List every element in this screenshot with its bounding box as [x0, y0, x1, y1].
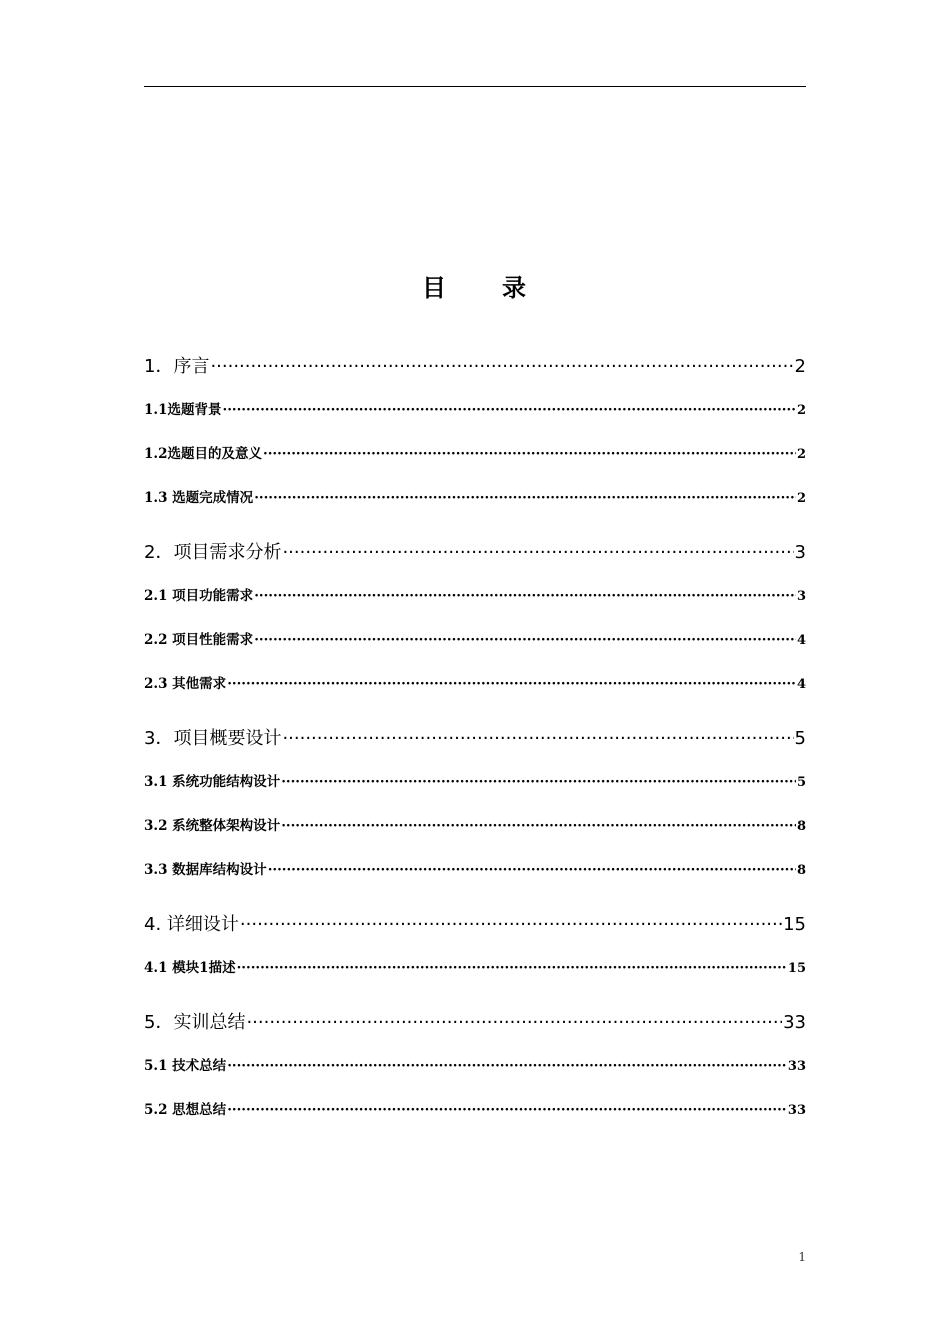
toc-entry-page: 5: [794, 728, 806, 749]
toc-entry-label: 2．项目需求分析: [144, 542, 282, 563]
toc-entry-label: 1．序言: [144, 356, 210, 377]
toc-entry-page: 33: [787, 1059, 806, 1074]
toc-entry-label: 3.2 系统整体架构设计: [144, 818, 281, 834]
toc-entry-3[interactable]: [144, 724, 806, 750]
toc-entry-label: 3．项目概要设计: [144, 728, 282, 749]
toc-leader-dots: [240, 914, 782, 935]
toc-entry-label: 2.1 项目功能需求: [144, 588, 254, 604]
toc-entry-label: 2.3 其他需求: [144, 676, 227, 692]
toc-leader-dots: [281, 774, 796, 790]
toc-entry-3-1[interactable]: [144, 770, 806, 790]
toc-leader-dots: [227, 1058, 787, 1074]
toc-entry-label: 5．实训总结: [144, 1012, 246, 1033]
toc-entry-1-3[interactable]: [144, 486, 806, 506]
toc-entry-page: 4: [796, 633, 806, 648]
toc-leader-dots: [281, 818, 796, 834]
toc-leader-dots: [237, 960, 787, 976]
toc-entry-page: 8: [796, 819, 806, 834]
toc-entry-page: 8: [796, 863, 806, 878]
toc-entry-5-2[interactable]: [144, 1098, 806, 1118]
toc-entry-label: 4.1 模块1描述: [144, 960, 236, 976]
toc-leader-dots: [282, 728, 793, 749]
toc-leader-dots: [254, 632, 796, 648]
toc-title-char-2: 录: [502, 274, 528, 302]
toc-leader-dots: [223, 402, 796, 418]
toc-leader-dots: [227, 676, 796, 692]
toc-leader-dots: [282, 542, 793, 563]
toc-entry-1-1[interactable]: [144, 398, 806, 418]
toc-entry-page: 33: [783, 1012, 806, 1033]
toc-entry-2-3[interactable]: [144, 672, 806, 692]
toc-entry-label: 4. 详细设计: [144, 914, 239, 935]
toc-entry-4-1[interactable]: [144, 956, 806, 976]
toc-entry-label: 5.2 思想总结: [144, 1102, 227, 1118]
toc-entry-5[interactable]: [144, 1008, 806, 1034]
toc-leader-dots: [227, 1102, 787, 1118]
toc-leader-dots: [254, 490, 796, 506]
toc-entry-label: 5.1 技术总结: [144, 1058, 227, 1074]
toc-leader-dots: [246, 1012, 782, 1033]
toc-entry-label: 3.1 系统功能结构设计: [144, 774, 281, 790]
toc-leader-dots: [263, 446, 796, 462]
toc-entry-page: 5: [796, 775, 806, 790]
toc-entry-page: 2: [794, 356, 806, 377]
toc-leader-dots: [254, 588, 796, 604]
toc-title: [0, 268, 950, 303]
toc-entry-label: 1.3 选题完成情况: [144, 490, 254, 506]
toc-entry-page: 2: [796, 403, 806, 418]
toc-entry-2[interactable]: [144, 538, 806, 564]
toc-entry-page: 33: [787, 1103, 806, 1118]
toc-leader-dots: [268, 862, 796, 878]
toc-entry-label: 1.2选题目的及意义: [144, 446, 262, 462]
toc-entry-1[interactable]: [144, 352, 806, 378]
toc-entry-label: 1.1选题背景: [144, 402, 222, 418]
toc-entry-page: 2: [796, 447, 806, 462]
toc-leader-dots: [210, 356, 793, 377]
toc-entry-1-2[interactable]: [144, 442, 806, 462]
toc-entry-2-1[interactable]: [144, 584, 806, 604]
toc-entry-3-3[interactable]: [144, 858, 806, 878]
toc-entry-3-2[interactable]: [144, 814, 806, 834]
footer-page-number: 1: [798, 1250, 806, 1264]
toc-entry-page: 4: [796, 677, 806, 692]
toc-entry-5-1[interactable]: [144, 1054, 806, 1074]
toc-entry-page: 15: [787, 961, 806, 976]
toc-entry-2-2[interactable]: [144, 628, 806, 648]
toc-entry-label: 3.3 数据库结构设计: [144, 862, 267, 878]
header-rule: [144, 86, 806, 87]
toc-entry-4[interactable]: [144, 910, 806, 936]
toc-entry-page: 15: [783, 914, 806, 935]
toc-entry-page: 3: [796, 589, 806, 604]
toc-entry-page: 3: [794, 542, 806, 563]
toc-entry-page: 2: [796, 491, 806, 506]
toc-entry-label: 2.2 项目性能需求: [144, 632, 254, 648]
toc-title-char-1: 目: [422, 274, 448, 302]
